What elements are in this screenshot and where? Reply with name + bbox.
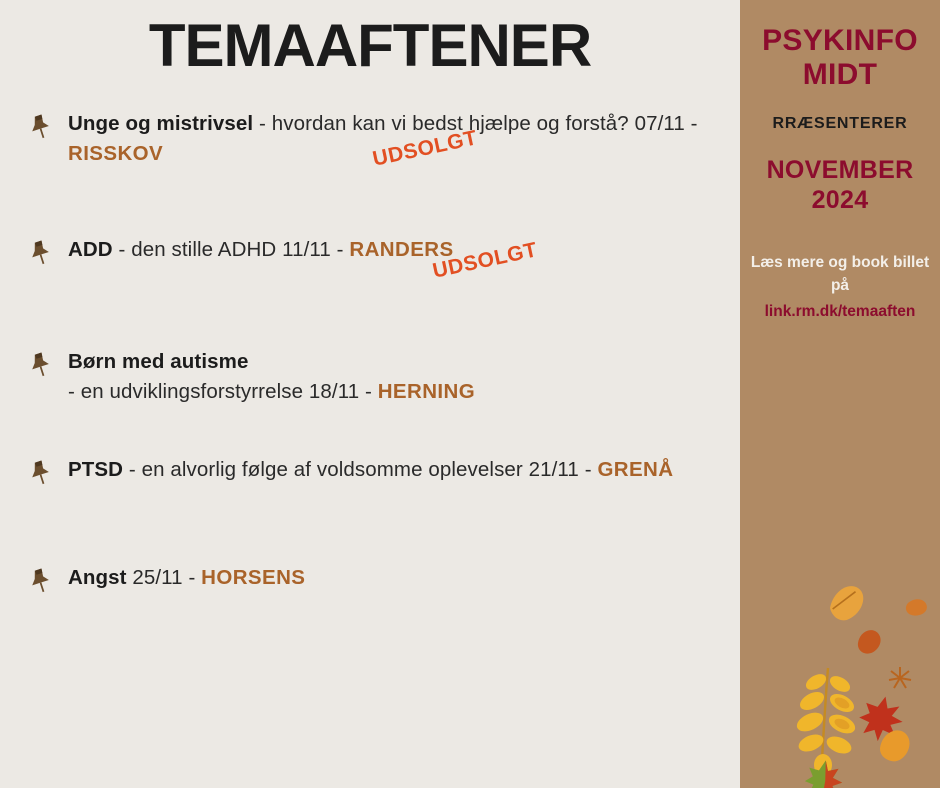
page-title: TEMAAFTENER (148, 12, 592, 79)
event-title: Unge og mistrivsel (68, 112, 254, 135)
event-title: Angst (68, 566, 127, 589)
event-city: HORSENS (201, 566, 306, 589)
push-pin-icon (26, 567, 54, 595)
presents-label: RRÆSENTERER (772, 115, 908, 133)
sidebar (740, 0, 940, 788)
event-text (68, 347, 720, 406)
event-text (68, 235, 720, 265)
status-badge: UDSOLGT (370, 126, 480, 171)
event-desc: 25/11 - (126, 566, 202, 589)
booking-text: Læs mere og book billet på (750, 254, 930, 295)
autumn-leaf-icon (740, 458, 940, 788)
month-label: NOVEMBER (766, 156, 914, 185)
list-item[interactable] (0, 563, 740, 623)
brand-line-1: PSYKINFO (762, 24, 918, 57)
push-pin-icon (26, 459, 54, 487)
event-text (68, 455, 720, 485)
status-badge: UDSOLGT (430, 238, 540, 283)
list-item[interactable] (0, 455, 740, 515)
event-text (68, 563, 720, 593)
push-pin-icon (26, 239, 54, 267)
brand-name (750, 24, 930, 91)
event-title: Børn med autisme (68, 350, 249, 373)
event-desc: - en alvorlig følge af voldsomme oplevelser 21/11 - (123, 458, 598, 481)
event-desc: - den stille ADHD 11/11 - (112, 238, 350, 261)
event-desc: - hvordan kan vi bedst hjælpe og forstå? 07/11 - (253, 112, 698, 135)
event-city: GRENÅ (597, 458, 674, 481)
event-city: RANDERS (349, 238, 454, 261)
brand-line-2: MIDT (802, 57, 878, 91)
event-title: PTSD (68, 458, 124, 481)
list-item[interactable] (0, 109, 740, 169)
list-item[interactable] (0, 235, 740, 295)
event-city: RISSKOV (68, 141, 164, 165)
year-label: 2024 (811, 186, 869, 215)
event-desc: - en udviklingsforstyrrelse 18/11 - (68, 379, 378, 403)
push-pin-icon (26, 351, 54, 379)
list-item[interactable] (0, 347, 740, 407)
booking-link[interactable]: link.rm.dk/temaaften (764, 302, 916, 320)
push-pin-icon (26, 113, 54, 141)
event-city: HERNING (377, 379, 476, 403)
event-title: ADD (68, 238, 113, 261)
events-list (0, 109, 740, 623)
